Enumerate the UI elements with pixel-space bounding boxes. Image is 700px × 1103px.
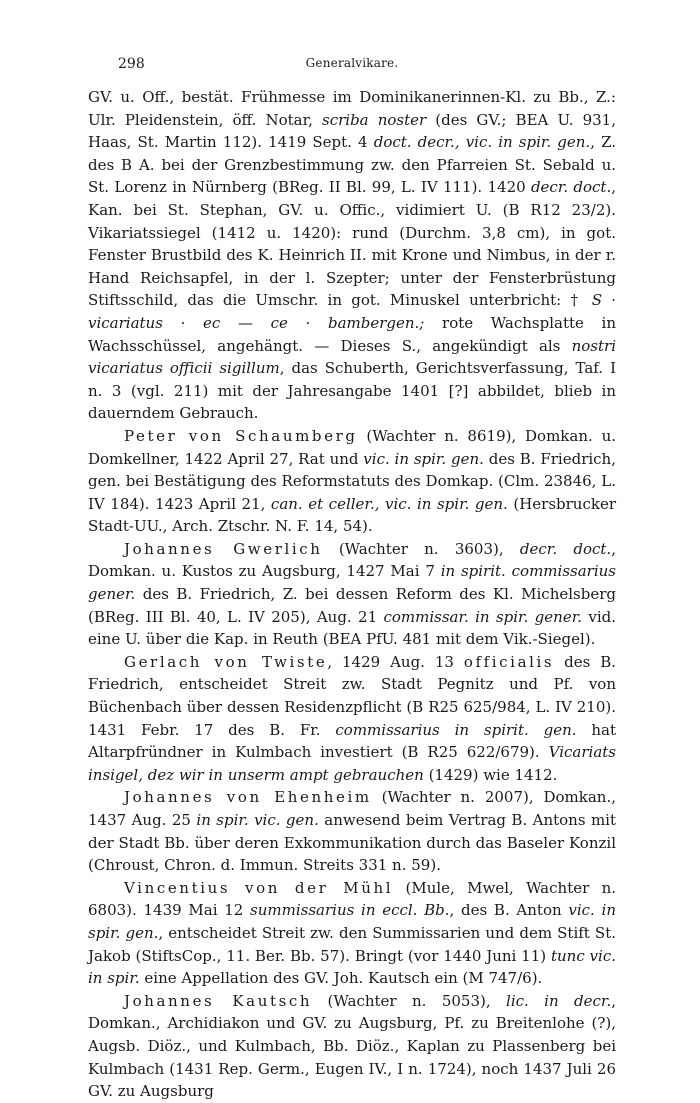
- page-number: 298: [118, 56, 145, 72]
- italic-run: commissar. in spir. gener.: [383, 607, 582, 626]
- spaced-name: Peter von Schaumberg: [124, 426, 358, 445]
- spaced-name: Johannes von Ehenheim: [124, 788, 372, 807]
- text-run: (Hersbrucker Stadt-UU., Arch. Ztschr. N. F. 14, 54).: [88, 494, 616, 536]
- text-run: vid. eine U. über die Kap. in Reuth (BEA PfU. 481 mit dem Vik.-Siegel).: [88, 607, 616, 649]
- paragraph: [88, 877, 616, 990]
- text-run: des B. Friedrich, entscheidet Streit zw. Stadt Pegnitz und Pf. von Büchenbach über dessen Residenzpflicht (B R25 625/984, L. IV 210). 1431 Febr. 17 des B. Fr.: [88, 652, 616, 739]
- italic-run: in spirit. commissarius gener.: [88, 562, 616, 604]
- spaced-name: Johannes Gwerlich: [124, 539, 323, 558]
- text-run: rote Wachsplatte in Wachsschüssel, angehängt. — Dieses S., angekündigt als: [88, 313, 616, 355]
- text-run: des B. Friedrich, gen. bei Bestätigung des Reformstatuts des Domkap. (Clm. 23846, L. IV 184). 1423 April 21,: [88, 449, 616, 513]
- paragraph: [88, 538, 616, 651]
- spaced-name: Vincentius von der Mühl: [124, 878, 394, 897]
- text-run: (des GV.; BEA U. 931, Haas, St. Martin 112). 1419 Sept. 4: [88, 110, 616, 152]
- book-page: [88, 56, 616, 1103]
- italic-run: summissarius in eccl. Bb.: [250, 901, 450, 920]
- text-run: (1429) wie 1412.: [423, 765, 558, 784]
- paragraph: [88, 786, 616, 876]
- italic-run: doct. decr., vic. in spir. gen.: [373, 133, 591, 152]
- spaced-name: officialis: [463, 652, 555, 671]
- italic-run: nostri vicariatus officii sigillum: [88, 336, 616, 378]
- text-run: (Wachter n. 5053),: [312, 991, 507, 1010]
- text-run: (Wachter n. 2007), Domkan., 1437 Aug. 25: [88, 788, 616, 829]
- paragraph: [88, 990, 616, 1103]
- text-run: , Kan. bei St. Stephan, GV. u. Offic., vidimiert U. (B R12 23/2). Vikariatssiegel (1412 u. 1420): rund (Durchm. 3,8 cm), in got. Fenster Brustbild des K. Heinrich II. mit Krone und Nimbus, in der r. Hand Reichsapfel, in der l. Szepter; unter der Fensterbrüstung Stiftsschild, das die Umschr. in got. Minuskel unterbricht: †: [88, 178, 616, 310]
- page-header: [88, 56, 616, 86]
- text-run: , entscheidet Streit zw. den Summissarien und dem Stift St. Jakob (StiftsCop., 11. Ber. Bb. 57). Bringt (vor 1440 Juni 11): [88, 923, 616, 965]
- italic-run: decr. doct.: [519, 539, 612, 558]
- text-run: , Domkan. u. Kustos zu Augsburg, 1427 Mai 7: [88, 539, 616, 581]
- text-run: , Z. des B A. bei der Grenzbestimmung zw. den Pfarreien St. Sebald u. St. Lorenz in Nürnberg (BReg. II Bl. 99, L. IV 111). 1420: [88, 133, 617, 197]
- text-run: , 1429 Aug. 13: [327, 652, 464, 671]
- paragraph: [88, 425, 616, 538]
- running-title: Generalvikare.: [305, 56, 399, 70]
- italic-run: commissarius in spirit. gen.: [335, 720, 577, 739]
- italic-run: decr. doct.: [530, 178, 612, 197]
- italic-run: tunc vic. in spir.: [88, 946, 616, 988]
- text-run: (Mule, Mwel, Wachter n. 6803). 1439 Mai 12: [88, 878, 617, 920]
- paragraph: [88, 651, 616, 787]
- italic-run: Vicariats insigel, dez wir in unserm ampt gebrauchen: [88, 743, 616, 784]
- text-run: anwesend beim Vertrag B. Antons mit der Stadt Bb. über deren Exkommunikation durch das Baseler Konzil (Chroust, Chron. d. Immun. Streits 331 n. 59).: [88, 811, 617, 875]
- text-run: eine Appellation des GV. Joh. Kautsch ein (M 747/6).: [139, 969, 543, 988]
- paragraph: [88, 86, 616, 425]
- spaced-name: Gerlach von Twiste: [124, 652, 328, 671]
- italic-run: in spir. vic. gen.: [196, 811, 319, 829]
- text-run: , des B. Anton: [449, 901, 569, 920]
- italic-run: lic. in decr.: [506, 991, 612, 1010]
- spaced-name: Johannes Kautsch: [124, 991, 313, 1010]
- italic-run: vic. in spir. gen.: [88, 901, 616, 942]
- text-run: , das Schuberth, Gerichtsverfassung, Taf. I n. 3 (vgl. 211) mit der Jahresangabe 1401 [?] abbildet, blieb in dauerndem Gebrauch.: [88, 359, 616, 423]
- italic-run: S · vicariatus · ec — ce · bambergen.;: [88, 291, 616, 332]
- italic-run: scriba noster: [322, 110, 427, 129]
- italic-run: vic. in spir. gen.: [363, 449, 484, 468]
- text-run: (Wachter n. 3603),: [322, 539, 520, 558]
- italic-run: can. et celler., vic. in spir. gen.: [270, 494, 508, 513]
- text-run: (Wachter n. 8619), Domkan. u. Domkellner, 1422 April 27, Rat und: [88, 426, 616, 468]
- body-text: [88, 86, 616, 1103]
- text-run: , Domkan., Archidiakon und GV. zu Augsburg, Pf. zu Breitenlohe (?), Augsb. Diöz., und Kulmbach, Bb. Diöz., Kaplan zu Plassenberg bei Kulmbach (1431 Rep. Germ., Eugen IV., I n. 1724), noch 1437 Juli 26 GV. zu Augsburg: [88, 991, 616, 1101]
- text-run: des B. Friedrich, Z. bei dessen Reform des Kl. Michelsberg (BReg. III Bl. 40, L. IV 205), Aug. 21: [88, 585, 616, 626]
- text-run: hat Altarpfründner in Kulmbach investiert (B R25 622/679).: [88, 720, 616, 762]
- text-run: GV. u. Off., bestät. Frühmesse im Dominikanerinnen-Kl. zu Bb., Z.: Ulr. Pleidenstein, öff. Notar,: [88, 88, 616, 129]
